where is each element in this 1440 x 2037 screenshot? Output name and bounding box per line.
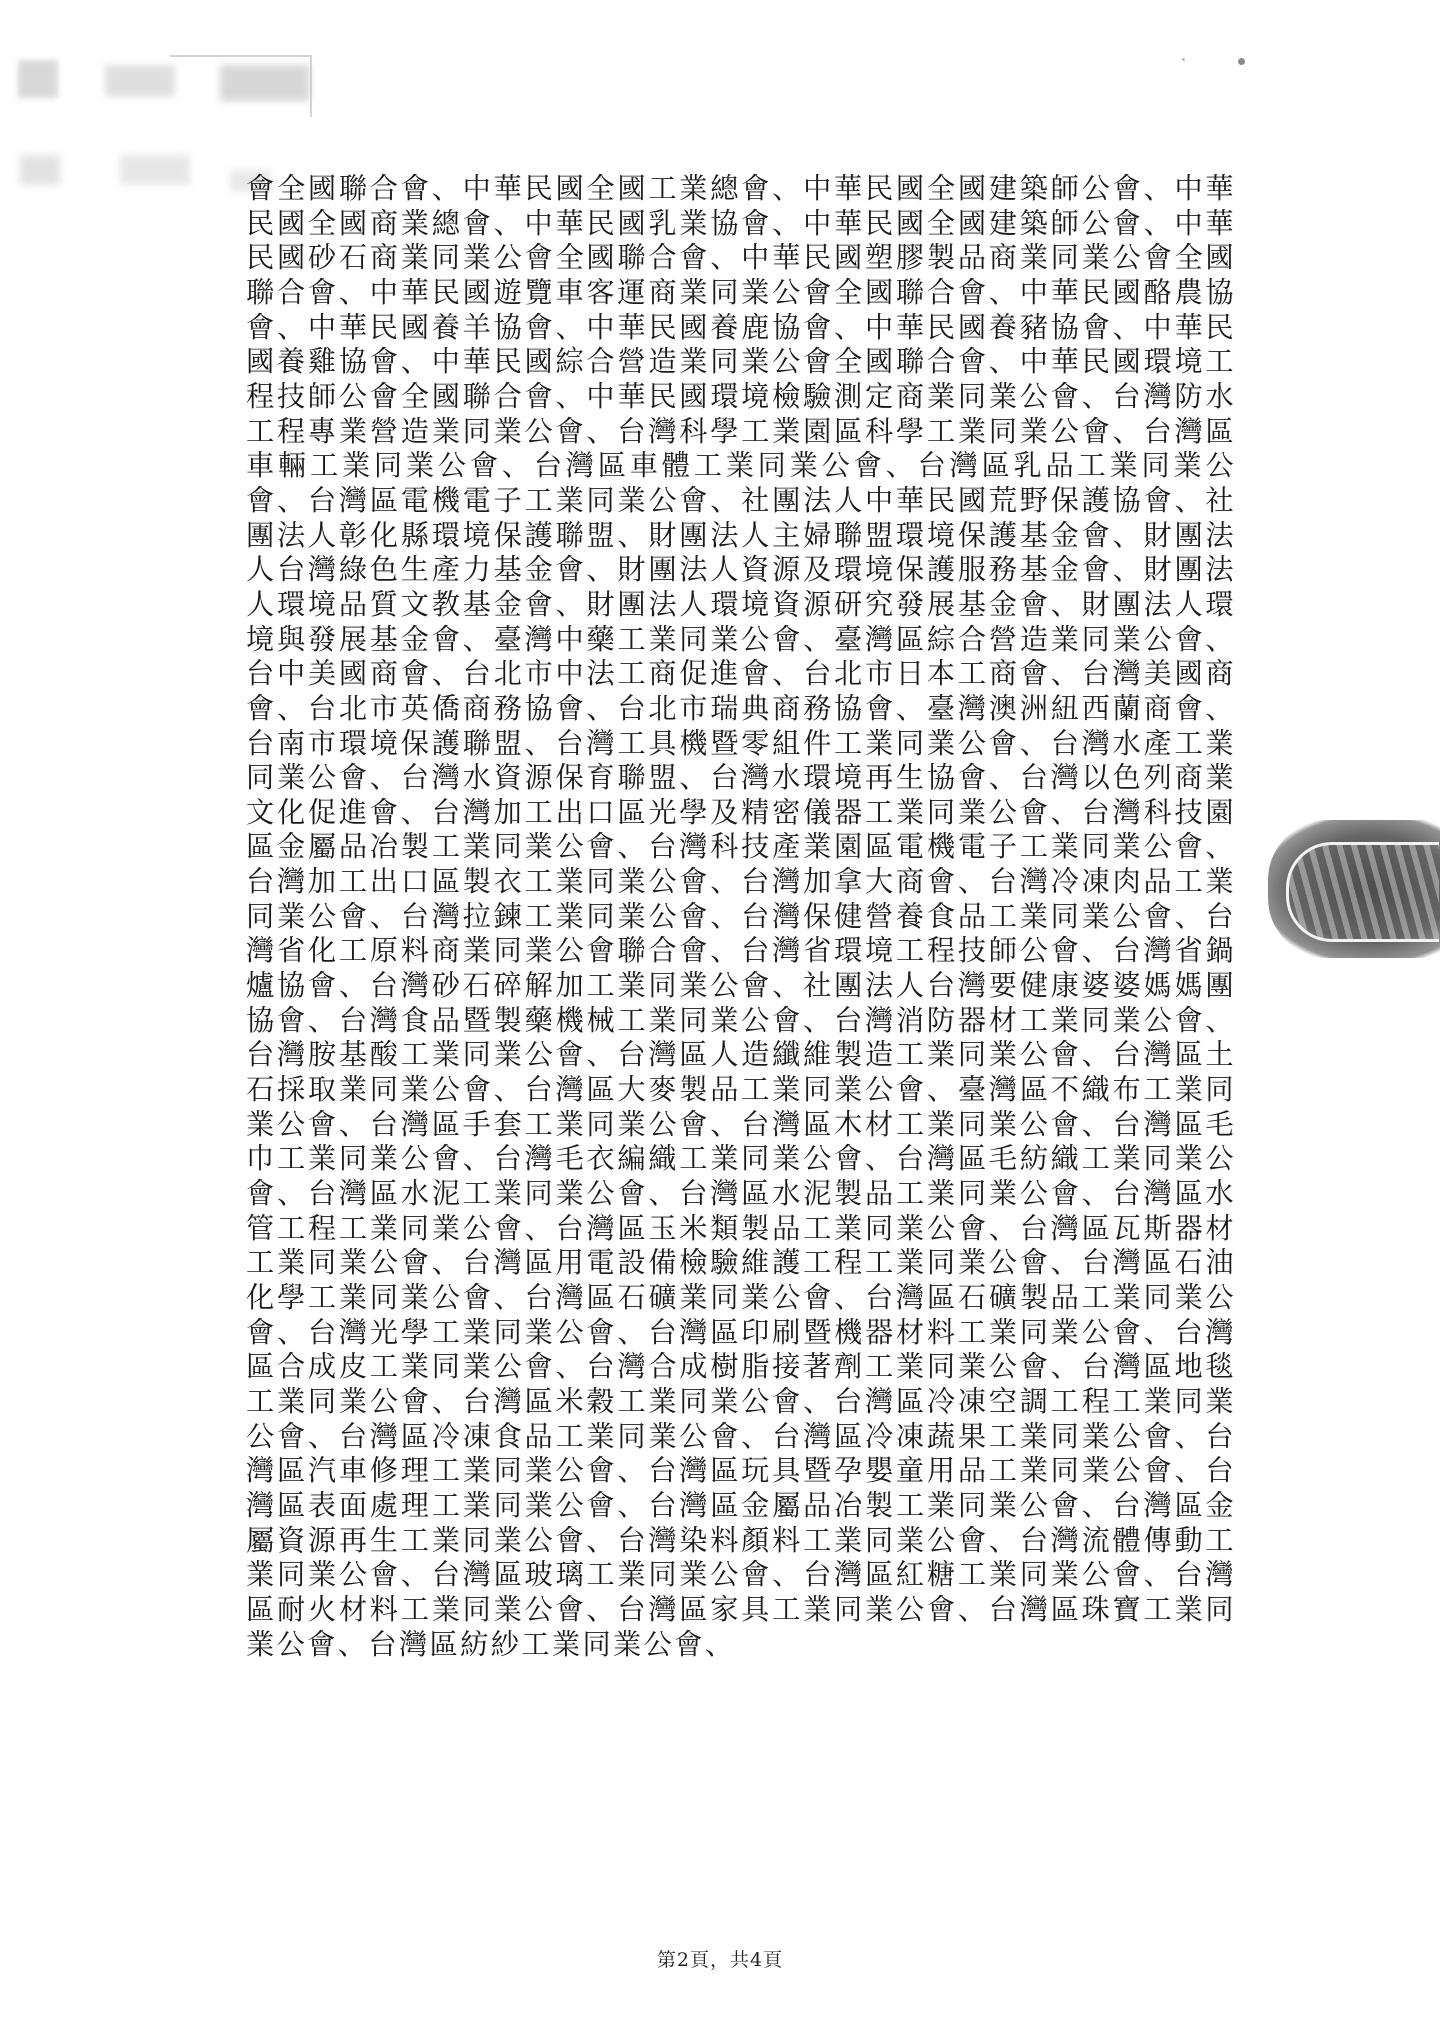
scan-speck [1238,58,1245,65]
page-number-footer: 第2頁，共4頁 [656,1949,784,1971]
scan-speck [1182,58,1185,61]
official-seal-stamp [1268,820,1440,958]
document-body-text: 會全國聯合會、中華民國全國工業總會、中華民國全國建築師公會、中華民國全國商業總會、中華民國乳業協會、中華民國全國建築師公會、中華民國砂石商業同業公會全國聯合會、中華民國塑膠製品商業同業公會全國聯合會、中華民國遊覽車客運商業同業公會全國聯合會、中華民國酪農協會、中華民國養羊協會、中華民國養鹿協會、中華民國養豬協會、中華民國養雞協會、中華民國綜合營造業同業公會全國聯合會、中華民國環境工程技師公會全國聯合會、中華民國環境檢驗測定商業同業公會、台灣防水工程專業營造業同業公會、台灣科學工業園區科學工業同業公會、台灣區車輛工業同業公會、台灣區車體工業同業公會、台灣區乳品工業同業公會、台灣區電機電子工業同業公會、社團法人中華民國荒野保護協會、社團法人彰化縣環境保護聯盟、財團法人主婦聯盟環境保護基金會、財團法人台灣綠色生產力基金會、財團法人資源及環境保護服務基金會、財團法人環境品質文教基金會、財團法人環境資源研究發展基金會、財團法人環境與發展基金會、臺灣中藥工業同業公會、臺灣區綜合營造業同業公會、台中美國商會、台北市中法工商促進會、台北市日本工商會、台灣美國商會、台北市英僑商務協會、台北市瑞典商務協會、臺灣澳洲紐西蘭商會、台南市環境保護聯盟、台灣工具機暨零組件工業同業公會、台灣水產工業同業公會、台灣水資源保育聯盟、台灣水環境再生協會、台灣以色列商業文化促進會、台灣加工出口區光學及精密儀器工業同業公會、台灣科技園區金屬品冶製工業同業公會、台灣科技產業園區電機電子工業同業公會、台灣加工出口區製衣工業同業公會、台灣加拿大商會、台灣冷凍肉品工業同業公會、台灣拉鍊工業同業公會、台灣保健營養食品工業同業公會、台灣省化工原料商業同業公會聯合會、台灣省環境工程技師公會、台灣省鍋爐協會、台灣砂石碎解加工業同業公會、社團法人台灣要健康婆婆媽媽團協會、台灣食品暨製藥機械工業同業公會、台灣消防器材工業同業公會、台灣胺基酸工業同業公會、台灣區人造纖維製造工業同業公會、台灣區土石採取業同業公會、台灣區大麥製品工業同業公會、臺灣區不織布工業同業公會、台灣區手套工業同業公會、台灣區木材工業同業公會、台灣區毛巾工業同業公會、台灣毛衣編織工業同業公會、台灣區毛紡織工業同業公會、台灣區水泥工業同業公會、台灣區水泥製品工業同業公會、台灣區水管工程工業同業公會、台灣區玉米類製品工業同業公會、台灣區瓦斯器材工業同業公會、台灣區用電設備檢驗維護工程工業同業公會、台灣區石油化學工業同業公會、台灣區石礦業同業公會、台灣區石礦製品工業同業公會、台灣光學工業同業公會、台灣區印刷暨機器材料工業同業公會、台灣區合成皮工業同業公會、台灣合成樹脂接著劑工業同業公會、台灣區地毯工業同業公會、台灣區米穀工業同業公會、台灣區冷凍空調工程工業同業公會、台灣區冷凍食品工業同業公會、台灣區冷凍蔬果工業同業公會、台灣區汽車修理工業同業公會、台灣區玩具暨孕嬰童用品工業同業公會、台灣區表面處理工業同業公會、台灣區金屬品冶製工業同業公會、台灣區金屬資源再生工業同業公會、台灣染料顏料工業同業公會、台灣流體傳動工業同業公會、台灣區玻璃工業同業公會、台灣區紅糖工業同業公會、台灣區耐火材料工業同業公會、台灣區家具工業同業公會、台灣區珠寶工業同業公會、台灣區紡紗工業同業公會、 [246,172,1236,1661]
received-stamp-mark [0,20,330,190]
